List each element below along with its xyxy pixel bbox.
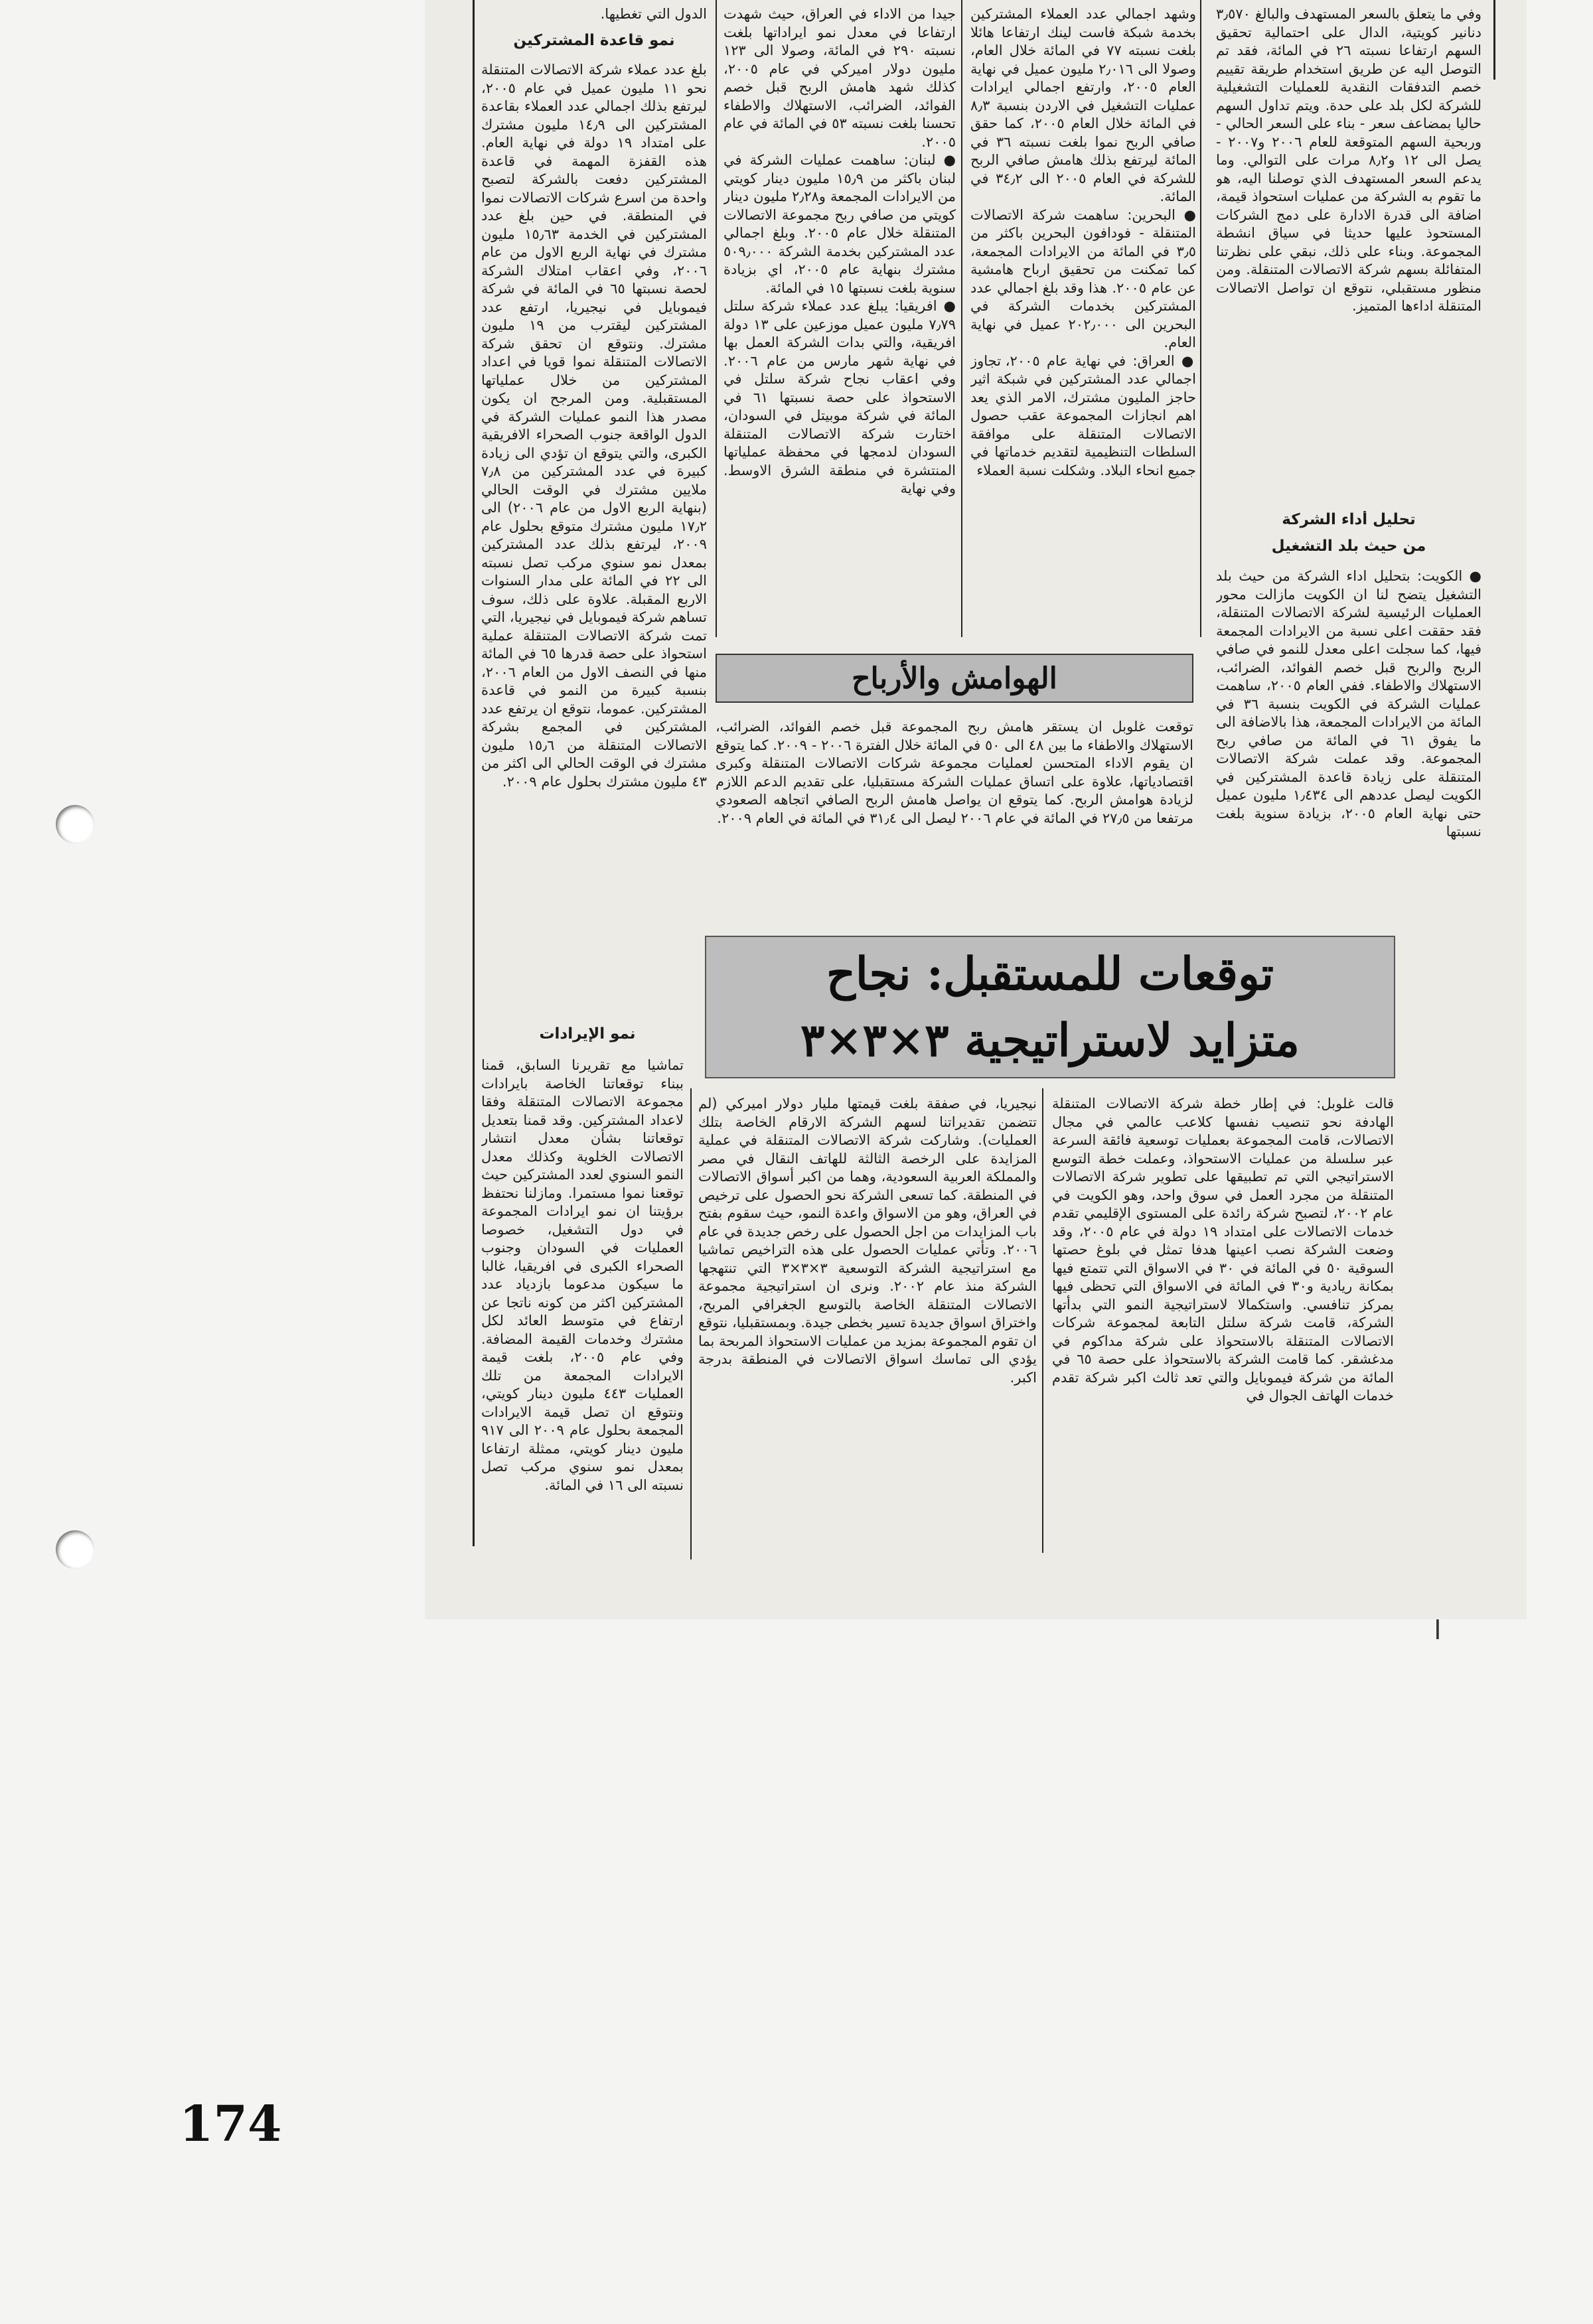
subhead	[481, 1025, 694, 1053]
article-column-4-top	[481, 5, 707, 32]
article-column-2	[970, 5, 1196, 636]
margin-mark: ׀	[1434, 1613, 1442, 1643]
column-rule	[961, 0, 962, 637]
column-rule	[473, 0, 475, 1546]
article-column-4	[481, 61, 707, 1020]
article-text: بلغ عدد عملاء شركة الاتصالات المتنقلة نحو ١١ مليون عميل في عام ٢٠٠٥، ليرتفع بذلك اجمالي عدد العملاء بقاعدة المشتركين الى ١٤٫٩ مليون مشترك على امتداد ١٩ دولة في نهاية العام. هذه القفزة المهمة في قاعدة المشتركين دفعت بالشركة لتصبح واحدة من اسرع شركات الاتصالات نموا في المنطقة. في حين بلغ عدد المشتركين في الخدمة ١٥٫٦٣ مليون مشترك في نهاية الربع الاول من عام ٢٠٠٦، وفي اعقاب امتلاك الشركة لحصة نسبتها ٦٥ في المائة في شركة فيموبايل في نيجيريا، ارتفع عدد المشتركين ليقترب من ١٩ مليون مشترك. ونتوقع ان تحقق شركة الاتصالات المتنقلة نموا قويا في اعداد المشتركين من خلال عملياتها المستقبلية. ومن المرجح ان يكون مصدر هذا النمو عمليات الشركة في الدول الواقعة جنوب الصحراء الافريقية الكبرى، والتي يتوقع ان تؤدي الى زيادة كبيرة في عدد المشتركين من ٧٫٨ ملايين مشترك في الوقت الحالي (بنهاية الربع الاول من عام ٢٠٠٦) الى ١٧٫٢ مليون مشترك متوقع بحلول عام ٢٠٠٩، ليرتفع بذلك عدد المشتركين بمعدل نمو سنوي مركب تصل نسبته الى ٢٢ في المائة على مدار السنوات الاربع المقبلة. علاوة على ذلك، سوف تساهم شركة فيموبايل في نيجيريا، التي تمت شركة الاتصالات المتنقلة عملية استحواذ على حصة قدرها ٦٥ في المائة منها في النصف الاول من العام ٢٠٠٦، بنسبة كبيرة من النمو في قاعدة المشتركين. عموما، نتوقع ان يرتفع عدد المشتركين في المجمع بشركة الاتصالات المتنقلة من ١٥٫٦ مليون مشترك في الوقت الحالي الى اكثر من ٤٣ مليون مشترك بحلول عام ٢٠٠٩.	[481, 62, 707, 790]
margins-paragraph	[716, 718, 1193, 917]
article-text: الدول التي تغطيها.	[600, 6, 707, 22]
column-rule	[716, 0, 717, 637]
headline-line-2: متزايد لاستراتيجية ٣×٣×٣	[800, 1014, 1300, 1067]
subhead	[1216, 511, 1481, 538]
subhead	[481, 32, 707, 60]
subhead-line: من حيث بلد التشغيل	[1271, 538, 1426, 555]
page-number: 174	[179, 2096, 282, 2153]
article-text: وشهد اجمالي عدد العملاء المشتركين بخدمة شبكة فاست لينك ارتفاعا هائلا بلغت نسبته ٧٧ في المائة خلال العام، وصولا الى ٢٫٠١٦ مليون عميل في نهاية العام ٢٠٠٥، وارتفع اجمالي ايرادات عمليات التشغيل في الاردن بنسبة ٨٫٣ في المائة خلال العام ٢٠٠٥، كما حقق صافي الربح نموا بلغت نسبته ٣٦ في المائة ليرتفع بذلك هامش صافي الربح للشركة في العام ٢٠٠٥ الى ٣٤٫٢ في المائة. ● البحرين: ساهمت شركة الاتصالات المتنقلة - فودافون البحرين باكثر من ٣٫٥ في المائة من الايرادات المجمعة، كما تمكنت من تحقيق ارباح هامشية عن عام ٢٠٠٥. هذا وقد بلغ اجمالي عدد المشتركين بخدمات الشركة في البحرين الى ٢٠٢٫٠٠٠ عميل في نهاية العام. ● العراق: في نهاية عام ٢٠٠٥، تجاوز اجمالي عدد المشتركين في شبكة اثير حاجز المليون مشترك، الامر الذي يعد اهم انجازات المجموعة عقب حصول الاتصالات المتنقلة على موافقة السلطات التنظيمية لتقديم خدماتها في جميع انحاء البلاد. وشكلت نسبة العملاء	[970, 6, 1196, 478]
column-rule	[1042, 1088, 1043, 1553]
subhead-revenue: نمو الإيرادات	[539, 1025, 636, 1043]
headline-box	[705, 936, 1395, 1078]
article-column-bottom-middle	[698, 1095, 1037, 1560]
section-banner: الهوامش والأرباح	[716, 654, 1193, 703]
article-text: توقعت غلوبل ان يستقر هامش ربح المجموعة قبل خصم الفوائد، الضرائب، الاستهلاك والاطفاء ما بين ٤٨ الى ٥٠ في المائة خلال الفترة ٢٠٠٦ - ٢٠٠٩. كما يتوقع ان يقوم الاداء المتحسن لعمليات مجموعة شركات الاتصالات المتنقلة وكبرى اقتصادياتها، علاوة على اتساق عمليات الشركة مستقبليا، على تقديم الدعم اللازم لزيادة هوامش الربح. كما يتوقع ان يواصل هامش الربح الصافي اتجاهه الصعودي مرتفعا من ٢٧٫٥ في المائة في عام ٢٠٠٦ ليصل الى ٣١٫٤ في المائة في العام ٢٠٠٩.	[716, 719, 1193, 826]
column-rule	[1493, 0, 1495, 80]
article-column-1	[1216, 5, 1481, 510]
column-rule	[690, 1088, 692, 1560]
article-column-4-b	[481, 1056, 684, 1558]
headline-line-1: توقعات للمستقبل: نجاح	[826, 948, 1274, 1001]
article-text: قالت غلوبل: في إطار خطة شركة الاتصالات المتنقلة الهادفة نحو تنصيب نفسها كلاعب عالمي في مجال الاتصالات، قامت المجموعة بعمليات توسعية فائقة السرعة عبر سلسلة من عمليات الاستحواذ، وعملت خطة التوسع الاستراتيجي التي تم تطبيقها على تطوير شركة الاتصالات المتنقلة من مجرد العمل في سوق واحد، وهو الكويت في عام ٢٠٠٢، لتصبح شركة رائدة على المستوى الإقليمي تقدم خدمات الاتصالات على امتداد ١٩ دولة في عام ٢٠٠٥، وقد وضعت الشركة نصب اعينها هدفا تمثل في بلوغ حصتها السوقية ٥٠ في المائة في ٣٠ في الاسواق التي تتمتع فيها بمكانة ريادية و٣٠ في المائة في الاسواق التي تحظى فيها بمركز تنافسي. واستكمالا لاستراتيجية النمو التي بدأتها الشركة، قامت شركة سلتل التابعة لمجموعة شركات الاتصالات المتنقلة بالاستحواذ على شركة مداكوم في مدغشقر. كما قامت الشركة بالاستحواذ على حصة ٦٥ في المائة من شركة فيموبايل والتي تعد ثالث اكبر شركة تقدم خدمات الهاتف الجوال في	[1052, 1096, 1394, 1404]
article-text: وفي ما يتعلق بالسعر المستهدف والبالغ ٣٫٥٧٠ دنانير كويتية، الدال على احتمالية تحقيق السهم ارتفاعا نسبته ٢٦ في المائة، فقد تم التوصل اليه عن طريق استخدام طريقة تقييم خصم التدفقات النقدية للعمليات التشغيلية للشركة لكل بلد على حدة. ويتم تداول السهم حاليا بمضاعف سعر - بناء على السعر الحالي - وربحية السهم المتوقعة للعام ٢٠٠٦ و٢٠٠٧ - يصل الى ١٢ و٨٫٢ مرات على التوالي. وما يدعم السعر المستهدف الذي توصلنا اليه، هو ما تقوم به الشركة من عمليات استحواذ قيمة، اضافة الى قدرة الادارة على دمج الشركات المستحوذ عليها حديثا في سياق انشطة المجموعة. وبناء على ذلك، نبقي على نظرتنا المتفائلة بسهم شركة الاتصالات المتنقلة. ومن منظور مستقبلي، نتوقع ان تواصل الاتصالات المتنقلة اداءها المتميز.	[1216, 6, 1481, 314]
article-text: تماشيا مع تقريرنا السابق، قمنا ببناء توقعاتنا الخاصة بايرادات مجموعة الاتصالات المتنقلة وفقا لاعداد المشتركين. وقد قمنا بتعديل توقعاتنا بشأن معدل انتشار الاتصالات الخلوية وكذلك معدل النمو السنوي لعدد المشتركين حيث توقعنا نموا مستمرا. ومازلنا نحتفظ برؤيتنا ان نمو ايرادات المجموعة في دول التشغيل، خصوصا العمليات في السودان وجنوب الصحراء الكبرى في افريقيا، غالبا ما سيكون مدعوما بازدياد عدد المشتركين اكثر من كونه ناتجا عن ارتفاع في متوسط العائد لكل مشترك وخدمات القيمة المضافة. وفي عام ٢٠٠٥، بلغت قيمة الايرادات المجمعة من تلك العمليات ٤٤٣ مليون دينار كويتي، ونتوقع ان تصل قيمة الايرادات المجمعة بحلول عام ٢٠٠٩ الى ٩١٧ مليون دينار كويتي، ممثلة ارتفاعا بمعدل نمو سنوي مركب تصل نسبته الى ١٦ في المائة.	[481, 1057, 684, 1493]
article-text: ● الكويت: بتحليل اداء الشركة من حيث بلد التشغيل يتضح لنا ان الكويت مازالت محور العمليات الرئيسية لشركة الاتصالات المتنقلة، فقد حققت اعلى نسبة من الايرادات المجمعة فيها، كما سجلت اعلى معدل للنمو في صافي الربح والربح قبل خصم الفوائد، الضرائب، الاستهلاك والاطفاء. ففي العام ٢٠٠٥، ساهمت عمليات الشركة في الكويت بنسبة ٣٦ في المائة من الايرادات المجمعة، هذا بالاضافة الى ما يفوق ٦١ في المائة من صافي ربح المجموعة. وقد عملت شركة الاتصالات المتنقلة على زيادة قاعدة المشتركين في الكويت ليصل عددهم الى ١٫٤٣٤ مليون عميل حتى نهاية العام ٢٠٠٥، بزيادة سنوية بلغت نسبتها	[1216, 568, 1481, 839]
article-column-1-b	[1216, 567, 1481, 959]
article-column-bottom-right	[1052, 1095, 1394, 1560]
subhead	[1216, 538, 1481, 564]
column-rule	[1200, 0, 1201, 637]
article-text: جيدا من الاداء في العراق، حيث شهدت ارتفاعا في معدل نمو ايراداتها بلغت نسبته ٢٩٠ في المائة، وصولا الى ١٢٣ مليون دولار اميركي في عام ٢٠٠٥، كذلك شهد هامش الربح قبل خصم الفوائد، الضرائب، الاستهلاك والاطفاء تحسنا بلغت نسبته ٥٣ في المائة في عام ٢٠٠٥. ● لبنان: ساهمت عمليات الشركة في لبنان باكثر من ١٥٫٩ مليون دينار كويتي من الايرادات المجمعة و٢٫٢٨ مليون دينار كويتي من صافي ربح مجموعة الاتصالات المتنقلة خلال عام ٢٠٠٥. وبلغ اجمالي عدد المشتركين بخدمة الشركة ٥٠٩٫٠٠٠ مشترك بنهاية عام ٢٠٠٥، اي بزيادة سنوية بلغت نسبتها ١٥ في المائة. ● افريقيا: يبلغ عدد عملاء شركة سلتل ٧٫٧٩ مليون عميل موزعين على ١٣ دولة افريقية، والتي بدات الشركة العمل بها في نهاية شهر مارس من عام ٢٠٠٦. وفي اعقاب نجاح شركة سلتل في الاستحواذ على حصة نسبتها ٦١ في المائة في شركة موبيتل في السودان، اختارت شركة الاتصالات المتنقلة السودان لدمجها في محفظة عملياتها المنتشرة في منطقة الشرق الاوسط. وفي نهاية	[723, 6, 956, 496]
subhead-growth: نمو قاعدة المشتركين	[513, 32, 675, 49]
article-text: نيجيريا، في صفقة بلغت قيمتها مليار دولار اميركي (لم تتضمن تقديراتنا لسهم الشركة الارقام الخاصة بتلك العمليات). وشاركت شركة الاتصالات المتنقلة في عملية المزايدة على الرخصة الثالثة للهاتف النقال في مصر والمملكة العربية السعودية، وهما من اكبر أسواق الاتصالات في المنطقة. كما تسعى الشركة نحو الحصول على ترخيص في العراق، وهو من الاسواق واعدة النمو، حيث سقوم بفتح باب المزايدات من اجل الحصول على رخص جديدة في عام ٢٠٠٦. وتأتي عمليات الحصول على هذه التراخيص تماشيا مع استراتيجية الشركة التوسعية ٣×٣×٣ التي تنتهجها الشركة منذ عام ٢٠٠٢. ونرى ان استراتيجية مجموعة الاتصالات المتنقلة الخاصة بالتوسع الجغرافي المربح، واختراق اسواق جديدة تسير بخطى جيدة. وبمستقبليا، نتوقع ان تقوم المجموعة بمزيد من عمليات الاستحواذ المربحة بما يؤدي الى تماسك اسواق الاتصالات في المنطقة بدرجة اكبر.	[698, 1096, 1037, 1386]
punch-hole	[56, 1530, 94, 1569]
article-column-3	[723, 5, 956, 636]
punch-hole	[56, 805, 94, 843]
subhead-line: تحليل أداء الشركة	[1282, 511, 1416, 528]
